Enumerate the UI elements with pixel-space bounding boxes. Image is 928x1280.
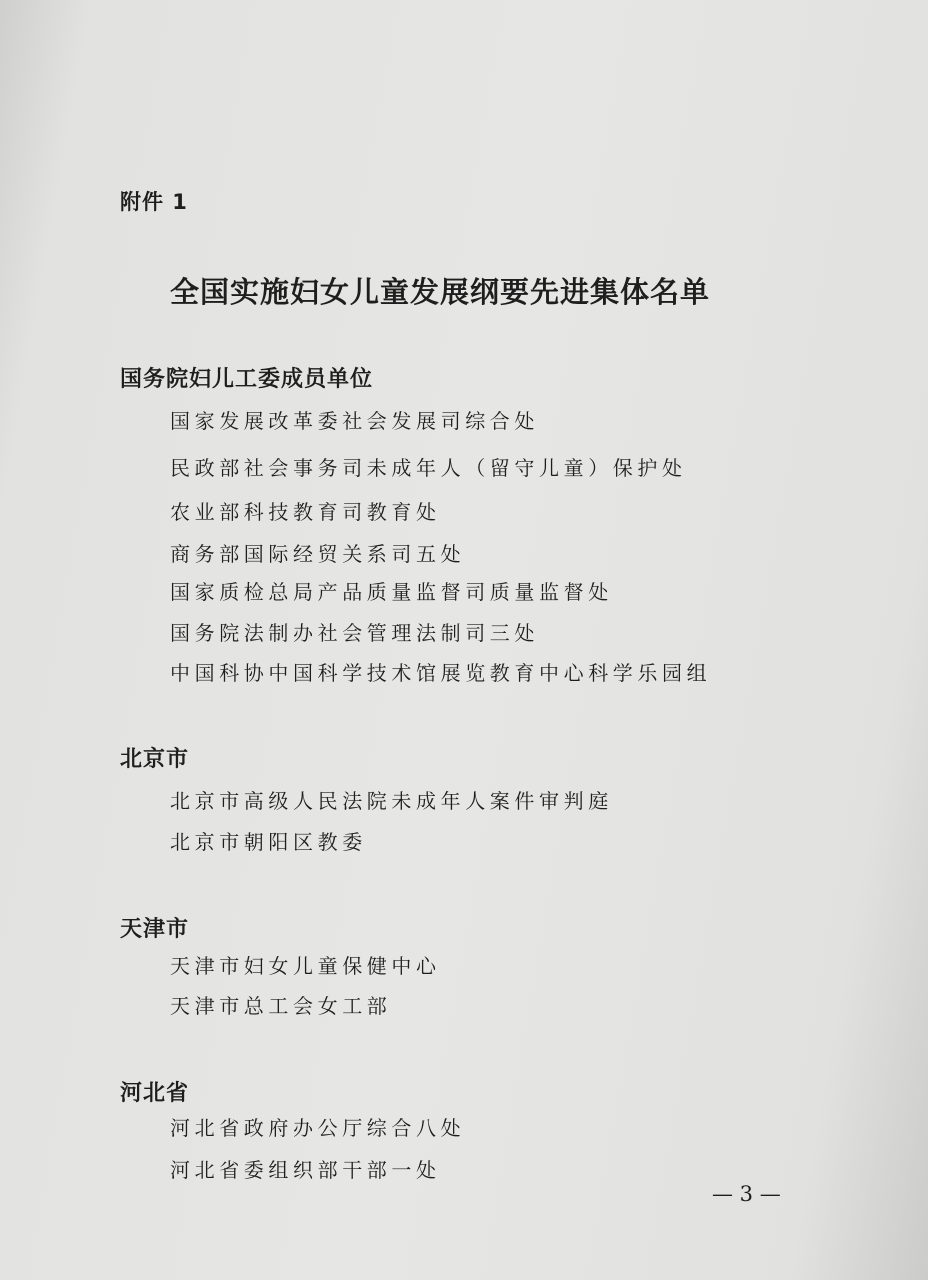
- section-heading-hebei: 河北省: [120, 1081, 190, 1106]
- list-item: 北京市高级人民法院未成年人案件审判庭: [170, 789, 613, 813]
- list-item: 国家发展改革委社会发展司综合处: [170, 409, 539, 433]
- annex-label: 附件 1: [120, 190, 188, 214]
- list-item: 国家质检总局产品质量监督司质量监督处: [170, 580, 613, 604]
- list-item: 农业部科技教育司教育处: [170, 500, 441, 524]
- list-item: 河北省政府办公厅综合八处: [170, 1116, 466, 1140]
- list-item: 河北省委组织部干部一处: [170, 1158, 441, 1182]
- list-item: 中国科协中国科学技术馆展览教育中心科学乐园组: [170, 661, 712, 685]
- document-title: 全国实施妇女儿童发展纲要先进集体名单: [170, 275, 711, 309]
- list-item: 北京市朝阳区教委: [170, 830, 367, 854]
- section-heading-beijing: 北京市: [120, 747, 190, 772]
- list-item: 商务部国际经贸关系司五处: [170, 542, 466, 566]
- list-item: 天津市总工会女工部: [170, 994, 392, 1018]
- list-item: 民政部社会事务司未成年人（留守儿童）保护处: [170, 456, 687, 480]
- page-number: — 3 —: [712, 1182, 781, 1206]
- section-heading-tianjin: 天津市: [120, 917, 190, 942]
- list-item: 天津市妇女儿童保健中心: [170, 954, 441, 978]
- list-item: 国务院法制办社会管理法制司三处: [170, 621, 539, 645]
- section-heading-state-council: 国务院妇儿工委成员单位: [120, 367, 374, 392]
